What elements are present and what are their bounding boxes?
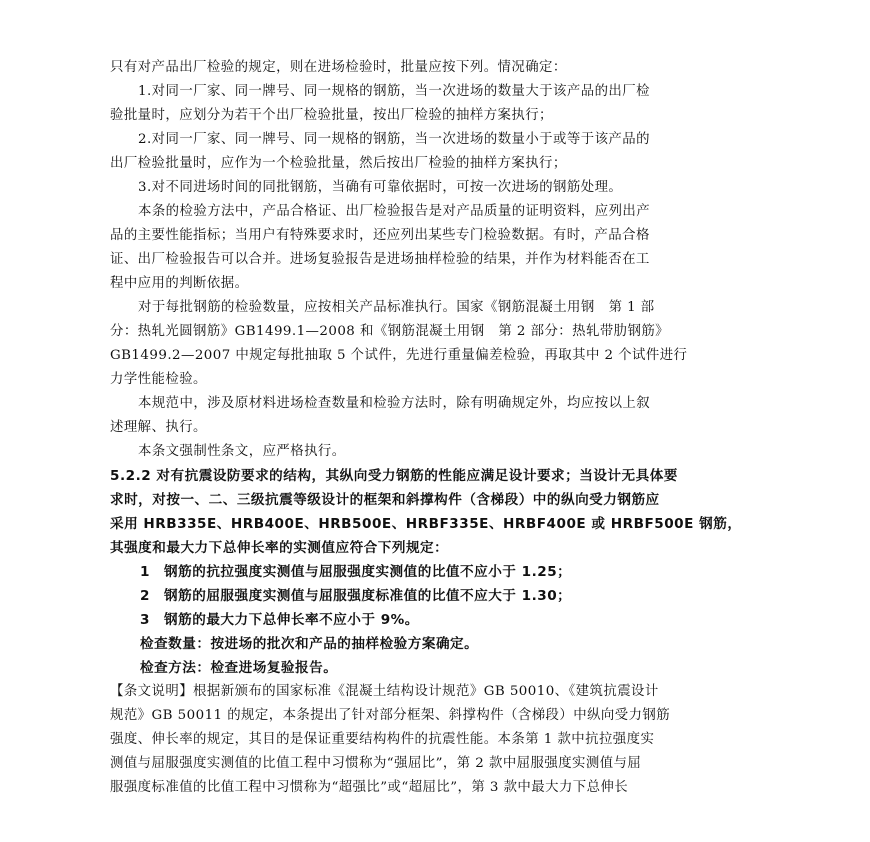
text-line: 力学性能检验。	[110, 372, 207, 387]
text-line: 3.对不同进场时间的同批钢筋，当确有可靠依据时，可按一次进场的钢筋处理。	[138, 180, 623, 195]
text-line: 对于每批钢筋的检验数量，应按相关产品标准执行。国家《钢筋混凝土用钢 第 1 部	[138, 300, 655, 315]
clause-item: 1 钢筋的抗拉强度实测值与屈服强度实测值的比值不应小于 1.25；	[140, 564, 572, 580]
text-line: 分：热轧光圆钢筋》GB1499.1—2008 和《钢筋混凝土用钢 第 2 部分：热轧带肋钢筋》	[110, 324, 670, 339]
text-line: 品的主要性能指标；当用户有特殊要求时，还应列出某些专门检验数据。有时，产品合格	[110, 228, 650, 243]
text-line: 本条的检验方法中，产品合格证、出厂检验报告是对产品质量的证明资料，应列出产	[138, 204, 651, 219]
explanation-text: 测值与屈服强度实测值的比值工程中习惯称为“强屈比”，第 2 款中屈服强度实测值与屈	[110, 756, 642, 771]
clause-text: 采用 HRB335E、HRB400E、HRB500E、HRBF335E、HRBF400E 或 HRBF500E 钢筋，	[110, 516, 742, 532]
text-line: 证、出厂检验报告可以合并。进场复验报告是进场抽样检验的结果，并作为材料能否在工	[110, 252, 650, 267]
inspection-method: 检查方法：检查进场复验报告。	[140, 660, 338, 676]
explanation-text: 服强度标准值的比值工程中习惯称为“超强比”或“超屈比”，第 3 款中最大力下总伸长	[110, 780, 629, 795]
explanation-text: 强度、伸长率的规定，其目的是保证重要结构构件的抗震性能。本条第 1 款中抗拉强度实	[110, 732, 655, 747]
text-line: 本条文强制性条文，应严格执行。	[138, 444, 346, 459]
clause-text: 其强度和最大力下总伸长率的实测值应符合下列规定：	[110, 540, 449, 556]
text-line: 出厂检验批量时，应作为一个检验批量，然后按出厂检验的抽样方案执行；	[110, 156, 567, 171]
text-line: 述理解、执行。	[110, 420, 207, 435]
text-line: 本规范中，涉及原材料进场检查数量和检验方法时，除有明确规定外，均应按以上叙	[138, 396, 651, 411]
text-line: 只有对产品出厂检验的规定，则在进场检验时，批量应按下列。情况确定：	[110, 60, 567, 75]
explanation-text: 规范》GB 50011 的规定，本条提出了针对部分框架、斜撑构件（含梯段）中纵向受力钢筋	[110, 708, 671, 723]
clause-item: 3 钢筋的最大力下总伸长率不应小于 9%。	[140, 612, 419, 628]
clause-text: 求时，对按一、二、三级抗震等级设计的框架和斜撑构件（含梯段）中的纵向受力钢筋应	[110, 492, 660, 508]
clause-item: 2 钢筋的屈服强度实测值与屈服强度标准值的比值不应大于 1.30；	[140, 588, 572, 604]
text-line: 2.对同一厂家、同一牌号、同一规格的钢筋，当一次进场的数量小于或等于该产品的	[138, 132, 650, 147]
clause-heading: 5.2.2 对有抗震设防要求的结构，其纵向受力钢筋的性能应满足设计要求；当设计无具体要	[110, 468, 678, 484]
inspection-quantity: 检查数量：按进场的批次和产品的抽样检验方案确定。	[140, 636, 479, 652]
explanation-text: 【条文说明】根据新颁布的国家标准《混凝土结构设计规范》GB 50010、《建筑抗震设计	[110, 684, 659, 699]
text-line: 程中应用的判断依据。	[110, 276, 249, 291]
text-line: 验批量时，应划分为若干个出厂检验批量，按出厂检验的抽样方案执行；	[110, 108, 553, 123]
text-line: 1.对同一厂家、同一牌号、同一规格的钢筋，当一次进场的数量大于该产品的出厂检	[138, 84, 650, 99]
text-line: GB1499.2—2007 中规定每批抽取 5 个试件，先进行重量偏差检验，再取其中 2 个试件进行	[110, 348, 688, 363]
